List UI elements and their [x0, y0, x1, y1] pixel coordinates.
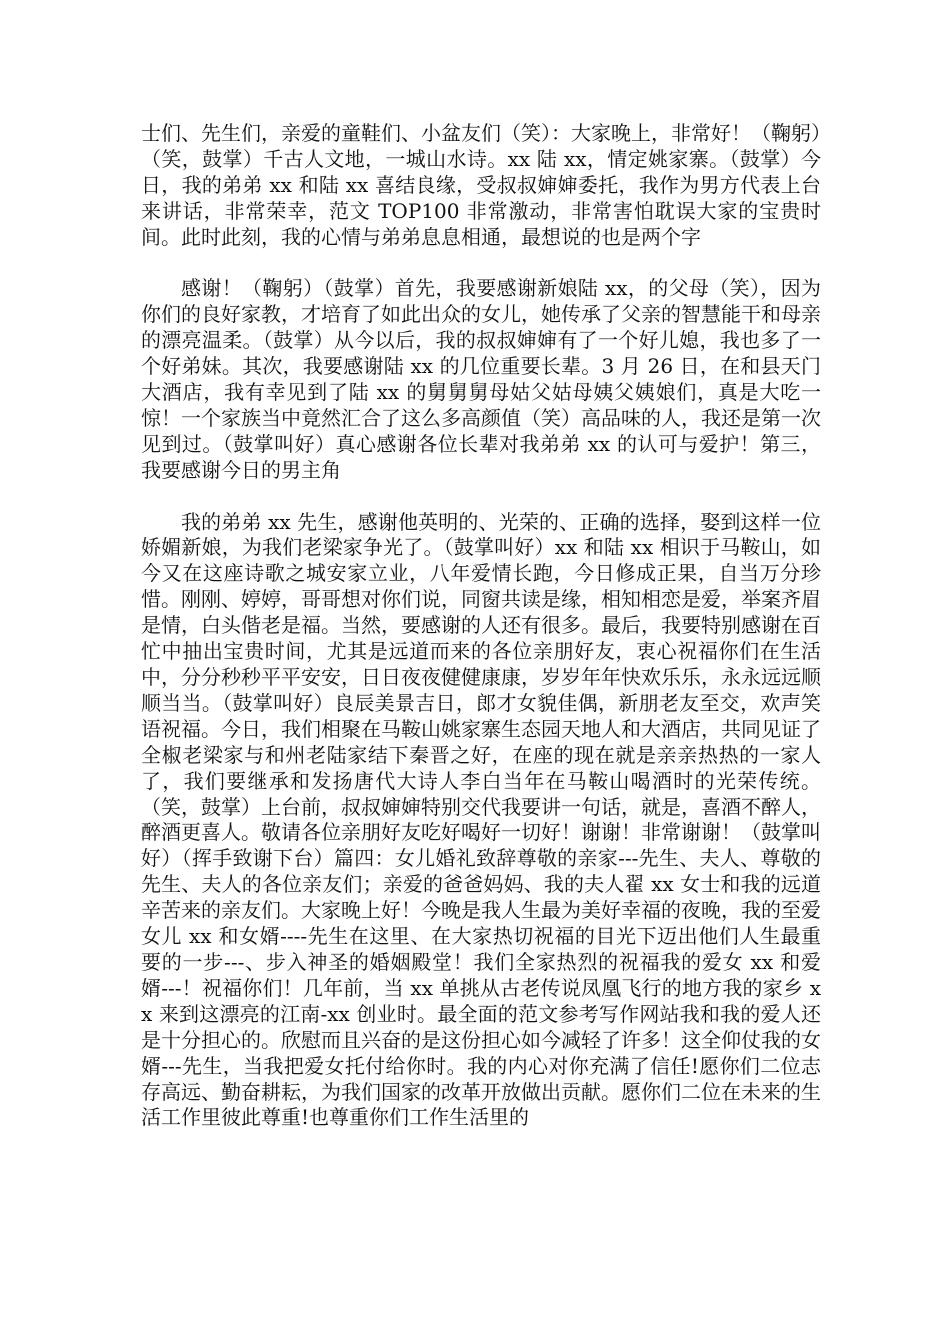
document-body — [141, 121, 821, 1131]
paragraph-3: 我的弟弟 xx 先生，感谢他英明的、光荣的、正确的选择，娶到这样一位娇媚新娘，为我们老梁家争光了。（鼓掌叫好）xx 和陆 xx 相识于马鞍山，如今又在这座诗歌之城安家立业，八年爱情长跑，今日修成正果，自当万分珍惜。刚刚、婷婷，哥哥想对你们说，同窗共读是缘，相知相恋是爱，举案齐眉是情，白头偕老是福。当然，要感谢的人还有很多。最后，我要特别感谢在百忙中抽出宝贵时间，尤其是远道而来的各位亲朋好友，衷心祝福你们在生活中，分分秒秒平平安安，日日夜夜健健康康，岁岁年年快欢乐乐，永永远远顺顺当当。（鼓掌叫好）良辰美景吉日，郎才女貌佳偶，新朋老友至交，欢声笑语祝福。今日，我们相聚在马鞍山姚家寨生态园天地人和大酒店，共同见证了全椒老梁家与和州老陆家结下秦晋之好，在座的现在就是亲亲热热的一家人了，我们要继承和发扬唐代大诗人李白当年在马鞍山喝酒时的光荣传统。（笑，鼓掌）上台前，叔叔婶婶特别交代我要讲一句话，就是，喜酒不醉人，醉酒更喜人。敬请各位亲朋好友吃好喝好一切好！谢谢！非常谢谢！（鼓掌叫好）（挥手致谢下台）篇四：女儿婚礼致辞尊敬的亲家---先生、夫人、尊敬的先生、夫人的各位亲友们；亲爱的爸爸妈妈、我的夫人翟 xx 女士和我的远道辛苦来的亲友们。大家晚上好！今晚是我人生最为美好幸福的夜晚，我的至爱女儿 xx 和女婿----先生在这里、在大家热切祝福的目光下迈出他们人生最重要的一步---、步入神圣的婚姻殿堂！我们全家热烈的祝福我的爱女 xx 和爱婿---！祝福你们！几年前，当 xx 单挑从古老传说凤凰飞行的地方我的家乡 xx 来到这漂亮的江南-xx 创业时。最全面的范文参考写作网站我和我的爱人还是十分担心的。欣慰而且兴奋的是这份担心如今减轻了许多！这全仰仗我的女婿---先生，当我把爱女托付给你时。我的内心对你充满了信任!愿你们二位志存高远、勤奋耕耘，为我们国家的改革开放做出贡献。愿你们二位在未来的生活工作里彼此尊重!也尊重你们工作生活里的 — [141, 509, 821, 1130]
paragraph-2: 感谢！（鞠躬）（鼓掌）首先，我要感谢新娘陆 xx，的父母（笑），因为你们的良好家教，才培育了如此出众的女儿，她传承了父亲的智慧能干和母亲的漂亮温柔。（鼓掌）从今以后，我的叔叔婶婶有了一个好儿媳，我也多了一个好弟妹。其次，我要感谢陆 xx 的几位重要长辈。3 月 26 日，在和县天门大酒店，我有幸见到了陆 xx 的舅舅舅母姑父姑母姨父姨娘们，真是大吃一惊！一个家族当中竟然汇合了这么多高颜值（笑）高品味的人，我还是第一次见到过。（鼓掌叫好）真心感谢各位长辈对我弟弟 xx 的认可与爱护！第三，我要感谢今日的男主角 — [141, 276, 821, 482]
paragraph-1: 士们、先生们，亲爱的童鞋们、小盆友们（笑）：大家晚上，非常好！（鞠躬）（笑，鼓掌）千古人文地，一城山水诗。xx 陆 xx，情定姚家寨。（鼓掌）今日，我的弟弟 xx 和陆 xx 喜结良缘，受叔叔婶婶委托，我作为男方代表上台来讲话，非常荣幸，范文 TOP100 非常激动，非常害怕耽误大家的宝贵时间。此时此刻，我的心情与弟弟息息相通，最想说的也是两个字 — [141, 121, 821, 249]
